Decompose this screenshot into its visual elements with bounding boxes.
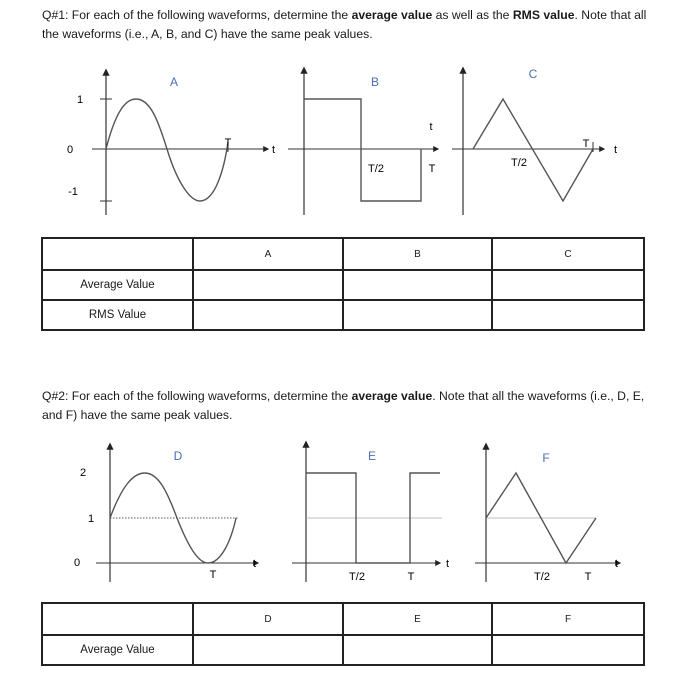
table-1-answer-c-average[interactable] — [492, 270, 644, 300]
waveform-e-label: E — [367, 449, 377, 463]
waveform-e-T-half-label: T/2 — [349, 571, 365, 583]
table-1-corner-cell — [42, 238, 193, 270]
q2-bold-average: average value — [351, 389, 433, 403]
waveform-f-t-label: t — [615, 558, 619, 570]
table-2-answer-f-average[interactable] — [492, 635, 644, 665]
table-1-answer-b-rms[interactable] — [343, 300, 492, 330]
answer-table-2 — [41, 602, 645, 666]
waveform-f-label: F — [542, 451, 550, 465]
table-1-answer-b-average[interactable] — [343, 270, 492, 300]
table-2-header-d: D — [193, 603, 343, 635]
q1-bold-average: average value — [351, 8, 433, 22]
table-1-header-b: B — [343, 238, 492, 270]
waveform-a — [92, 70, 275, 215]
q2-text-prefix: Q#2: For each of the following waveforms, determine the — [42, 389, 352, 403]
y-tick-1b: 1 — [87, 513, 95, 525]
q1-text-mid: as well as the — [432, 8, 513, 22]
y-tick-0: 0 — [66, 144, 74, 156]
waveform-a-T-label: T — [224, 137, 232, 149]
table-1-header-row — [42, 238, 644, 270]
waveform-e-t-label: t — [446, 558, 450, 570]
table-2-header-row — [42, 603, 644, 635]
table-2-answer-d-average[interactable] — [193, 635, 343, 665]
waveform-d — [96, 444, 258, 582]
y-tick-2: 2 — [79, 467, 87, 479]
q1-bold-rms: RMS value — [512, 8, 575, 22]
table-2-row-average — [42, 635, 644, 665]
waveform-d-label: D — [173, 449, 183, 463]
waveform-b-square — [304, 99, 421, 201]
waveform-c-triangle — [473, 99, 593, 201]
y-tick-0b: 0 — [73, 557, 81, 569]
waveforms-figure-2 — [0, 436, 689, 586]
waveform-f-T-label: T — [584, 571, 592, 583]
waveform-a-t-label: t — [272, 144, 276, 156]
q2-text-suffix: . Note that all the waveforms (i.e., D, E, and F) have the same peak values. — [42, 389, 645, 422]
waveform-d-t-label: t — [253, 558, 257, 570]
answer-table-1 — [41, 237, 645, 331]
table-2-answer-e-average[interactable] — [343, 635, 492, 665]
waveform-b-T-label: T — [428, 163, 436, 175]
waveform-c — [452, 67, 617, 215]
waveform-b-T-half-label: T/2 — [368, 163, 384, 175]
table-2-corner-cell — [42, 603, 193, 635]
waveform-b — [288, 68, 438, 215]
waveform-e-T-label: T — [407, 571, 415, 583]
table-2-row-label-average: Average Value — [42, 635, 193, 665]
question-1-text — [42, 6, 662, 44]
waveform-d-T-label: T — [209, 569, 217, 581]
question-2-text — [42, 387, 662, 425]
q1-text-suffix: . Note that all the waveforms (i.e., A, B, and C) have the same peak values. — [42, 8, 647, 41]
waveforms-figure-1 — [0, 60, 689, 220]
table-1-header-a: A — [193, 238, 343, 270]
waveform-c-label: C — [528, 67, 538, 81]
waveform-c-T-half-label: T/2 — [511, 157, 527, 169]
table-1-answer-a-average[interactable] — [193, 270, 343, 300]
waveform-a-sine — [106, 99, 228, 201]
y-tick-neg1: -1 — [68, 186, 78, 198]
q1-text-prefix: Q#1: For each of the following waveforms, determine the — [42, 8, 352, 22]
waveform-f-T-half-label: T/2 — [534, 571, 550, 583]
table-1-row-label-rms: RMS Value — [42, 300, 193, 330]
table-2-header-f: F — [492, 603, 644, 635]
table-1-header-c: C — [492, 238, 644, 270]
waveform-b-label: B — [370, 75, 380, 89]
waveform-b-t-label: t — [429, 121, 433, 133]
table-1-row-label-average: Average Value — [42, 270, 193, 300]
y-tick-1: 1 — [76, 94, 84, 106]
table-1-row-average — [42, 270, 644, 300]
table-2-header-e: E — [343, 603, 492, 635]
table-1-answer-a-rms[interactable] — [193, 300, 343, 330]
table-1-row-rms — [42, 300, 644, 330]
waveform-c-T-label: T — [582, 138, 590, 150]
waveform-e — [292, 442, 449, 583]
table-1-answer-c-rms[interactable] — [492, 300, 644, 330]
waveform-f — [475, 444, 620, 583]
waveform-a-label: A — [169, 75, 179, 89]
waveform-c-t-label: t — [614, 144, 618, 156]
